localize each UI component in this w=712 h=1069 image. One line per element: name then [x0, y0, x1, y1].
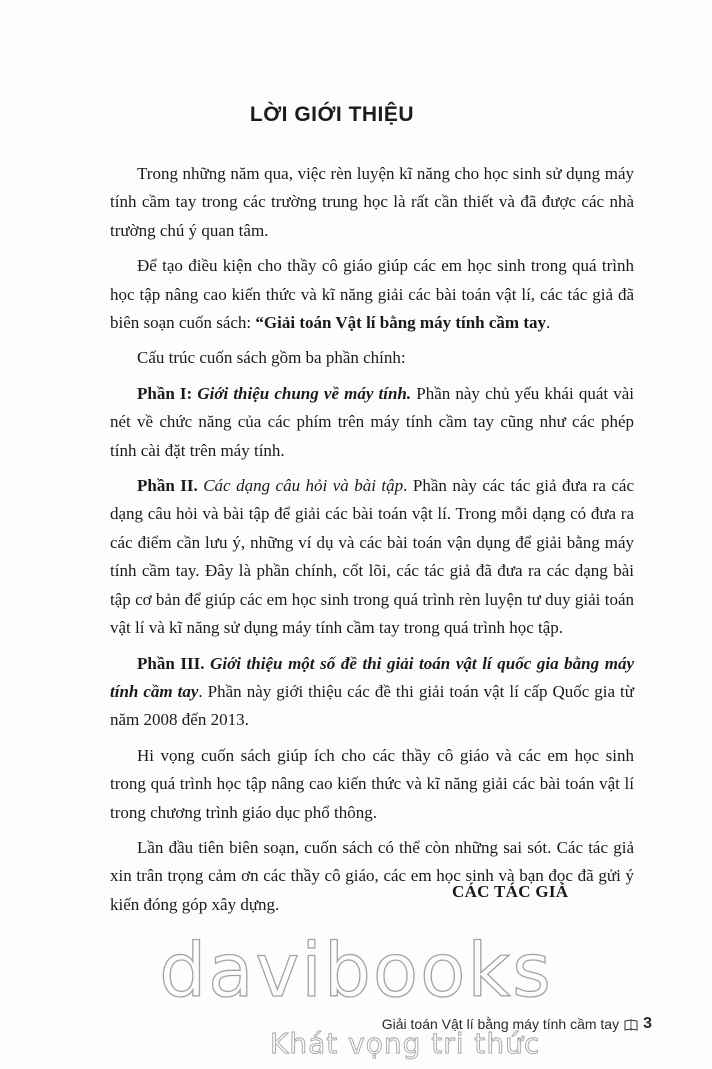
part-2-title: Các dạng câu hỏi và bài tập: [203, 476, 404, 496]
part-2-label: Phần II.: [137, 476, 204, 496]
paragraph-2-end: .: [546, 313, 551, 333]
paragraph-2: [110, 252, 634, 337]
footer-book-title: Giải toán Vật lí bằng máy tính cầm tay: [381, 1016, 620, 1032]
part-3-text: . Phần này giới thiệu các đề thi giải toán vật lí cấp Quốc gia từ năm 2008 đến 2013.: [110, 681, 634, 730]
paragraph-2-text: Để tạo điều kiện cho thầy cô giáo giúp các em học sinh trong quá trình học tập nâng cao kiến thức và kĩ năng giải các bài toán vật lí, các tác giả đã biên soạn cuốn sách:: [110, 256, 634, 333]
page-number: 3: [643, 1015, 652, 1032]
part-3-title: Giới thiệu một số đề thi giải toán vật lí quốc gia bằng máy tính cầm tay: [110, 653, 635, 701]
book-icon: [624, 1018, 638, 1030]
part-1-label: Phần I:: [137, 383, 198, 403]
paragraph-part-3: [110, 650, 634, 735]
paragraph-1: Trong những năm qua, việc rèn luyện kĩ năng cho học sinh sử dụng máy tính cầm tay trong các trường trung học là rất cần thiết và đã được các nhà trường chú ý quan tâm.: [110, 164, 634, 240]
paragraph-part-2: [110, 472, 634, 642]
preface-body: [110, 160, 634, 926]
paragraph-7: Hi vọng cuốn sách giúp ích cho các thầy cô giáo và các em học sinh trong quá trình học tập nâng cao kiến thức và kĩ năng giải các bài toán vật lí trong chương trình giáo dục phổ thông.: [110, 745, 634, 822]
part-1-title: Giới thiệu chung về máy tính.: [197, 383, 412, 403]
book-title-quote: “Giải toán Vật lí bằng máy tính cầm tay: [255, 313, 546, 333]
watermark-slogan: Khát vọng tri thức: [270, 1027, 541, 1060]
watermark-brand: davibooks: [159, 928, 553, 1014]
authors-signature: CÁC TÁC GIẢ: [452, 882, 569, 901]
paragraph-8: Lần đầu tiên biên soạn, cuốn sách có thể còn những sai sót. Các tác giả xin trân trọng cảm ơn các thầy cô giáo, các em học sinh và bạn đọc đã gửi ý kiến đóng góp xây dựng.: [110, 837, 634, 914]
paragraph-3: Cấu trúc cuốn sách gồm ba phần chính:: [137, 348, 406, 368]
part-1-text: Phần này chủ yếu khái quát vài nét về chức năng của các phím trên máy tính cầm tay cũng như các phép tính cài đặt trên máy tính.: [110, 383, 634, 460]
paragraph-part-1: [110, 380, 634, 465]
page-title: LỜI GIỚI THIỆU: [249, 103, 415, 126]
part-3-label: Phần III.: [137, 653, 211, 673]
part-2-text: . Phần này các tác giả đưa ra các dạng câu hỏi và bài tập để giải các bài toán vật lí. Trong mỗi dạng có đưa ra các điểm cần lưu ý, những ví dụ và các bài toán vận dụng để giải bằng máy tính cầm tay. Đây là phần chính, cốt lõi, các tác giả đã đưa ra các dạng bài tập cơ bản để giúp các em học sinh trong quá trình rèn luyện tư duy giải toán vật lí và kĩ năng sử dụng máy tính cầm tay trong quá trình học tập.: [110, 476, 634, 638]
page-footer: [382, 1015, 652, 1033]
